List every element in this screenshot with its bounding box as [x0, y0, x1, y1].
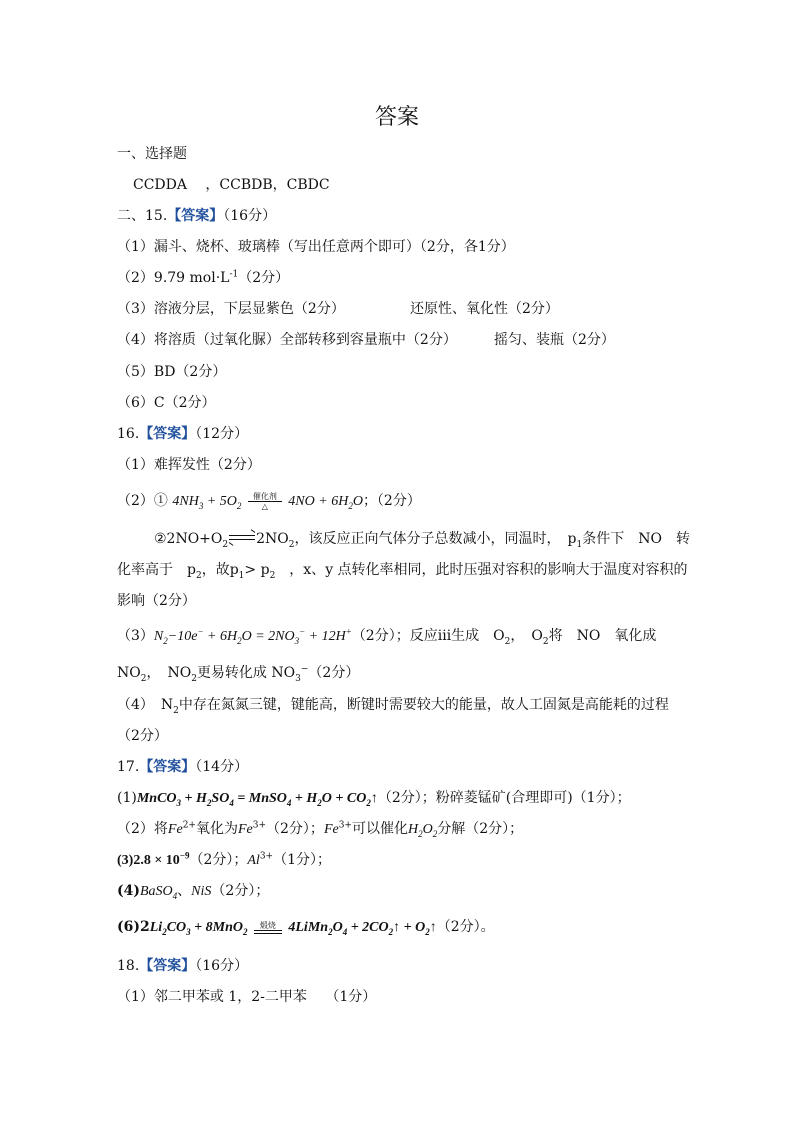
q16-answer-4: （4） $N_2$中存在氮氮三键，键能高，断键时需要较大的能量，故人工固氮是高能耗的过程 [117, 697, 669, 716]
q16-answer-4b: （2分） [117, 728, 168, 744]
q15-header: 二、15.【答案】（16分） [117, 208, 277, 224]
ammonia-oxidation-equation: $4NH_3 + 5O_2$ [172, 494, 242, 511]
manganese-carbonate-equation: MnCO$_3$ + $H_2SO_4$ = MnSO$_4$ + $H_2O$ + $CO_2↑$ [136, 791, 378, 808]
q17-header: 17.【答案】（14分） [117, 759, 249, 775]
page-title: 答案 [374, 105, 419, 130]
calcination-condition: 煅烧 [254, 921, 282, 934]
q15-answer-5: （5）BD（2分） [117, 364, 227, 380]
q16-header: 16.【答案】（12分） [117, 426, 249, 442]
q16-answer-3b: $NO_2$， $NO_2$更易转化成 $NO_3^-(2$分） [117, 664, 360, 684]
q15-answer-1: （1）漏斗、烧杯、玻璃棒（写出任意两个即可）（2分，各1分） [117, 239, 515, 255]
q15-answer-3a: （3）溶液分层，下层显紫色（2分） [117, 301, 345, 317]
q17-answer-1: (1)MnCO$_3$ + $H_2SO_4$ = MnSO$_4$ + $H_2O$ + $CO_2↑(2$分）；粉碎菱锰矿(合理即可)（1分）； [117, 790, 631, 808]
section-1-answers: CCDDA ，CCBDB，CBDC [133, 177, 330, 193]
q15-answer-4b: 摇匀、装瓶（2分） [494, 332, 615, 348]
q16-answer-2c: 化率高于 $p_2$，故$p_1> p_2$ ，x、y 点转化率相同，此时压强对容积的影响大于温度对容积的 [117, 562, 688, 581]
nitrogen-reduction-equation: $N_2-10e^- + 6H_2O = 2NO_3^- + 12H^+$ [153, 626, 352, 646]
q15-answer-3b: 还原性、氧化性（2分） [410, 301, 559, 317]
q15-answer-2: （2）9.79 $mol\cdot L^{-1}(2$分） [117, 269, 290, 286]
q16-answer-2: （2）① $4NH_3 + 5O_2$ 催化剂 △ $4NO + 6H_2O$；（2分） [117, 491, 421, 511]
q17-answer-2: （2）将$Fe^{2+}$氧化为$Fe^{3+}(2$分）；$Fe^{3+}$可以催化$H_2O_2$分解（2分）； [117, 820, 524, 839]
equilibrium-arrow [229, 535, 255, 543]
q15-answer-4a: （4）将溶质（过氧化脲）全部转移到容量瓶中（2分） [117, 332, 457, 348]
q18-answer-1: （1）邻二甲苯或 1，2-二甲苯 （1分） [117, 989, 377, 1005]
q15-answer-6: （6）C（2分） [117, 395, 216, 411]
section-1-heading: 一、选择题 [117, 146, 187, 162]
q16-answer-1: （1）难挥发性（2分） [117, 457, 261, 473]
q17-answer-3: $(3)2.8 \times 10^{-9}(2$分）；$Al^{3+}(1$分）； [117, 850, 332, 868]
lithium-manganate-equation: $Li_2CO_3 + 8MnO_2$ [149, 920, 248, 937]
q16-answer-2d: 影响（2分） [117, 593, 196, 609]
q16-answer-3: $(3)N_2-10e^- + 6H_2O = 2NO_3^- + 12H^+(2$分）；反应ⅲ生成 $O_2$， $O_2$将 NO 氧化成 [117, 626, 657, 647]
q17-answer-4: (4)BaSO$_4$、NiS（2分）； [117, 883, 270, 901]
q18-header: 18.【答案】（16分） [117, 958, 249, 974]
reaction-condition: 催化剂 △ [248, 492, 282, 511]
q17-answer-6: $(6)2Li_2CO_3 + 8MnO_2$ 煅烧 $4LiMn_2O_4$ + $2CO_2↑$ + $O_2↑(2$分）。 [117, 919, 495, 937]
q16-answer-2b: $②2NO+O_2$ $2NO_2$，该反应正向气体分子总数减小，同温时， $p_1$条件下 NO 转 [154, 531, 690, 550]
